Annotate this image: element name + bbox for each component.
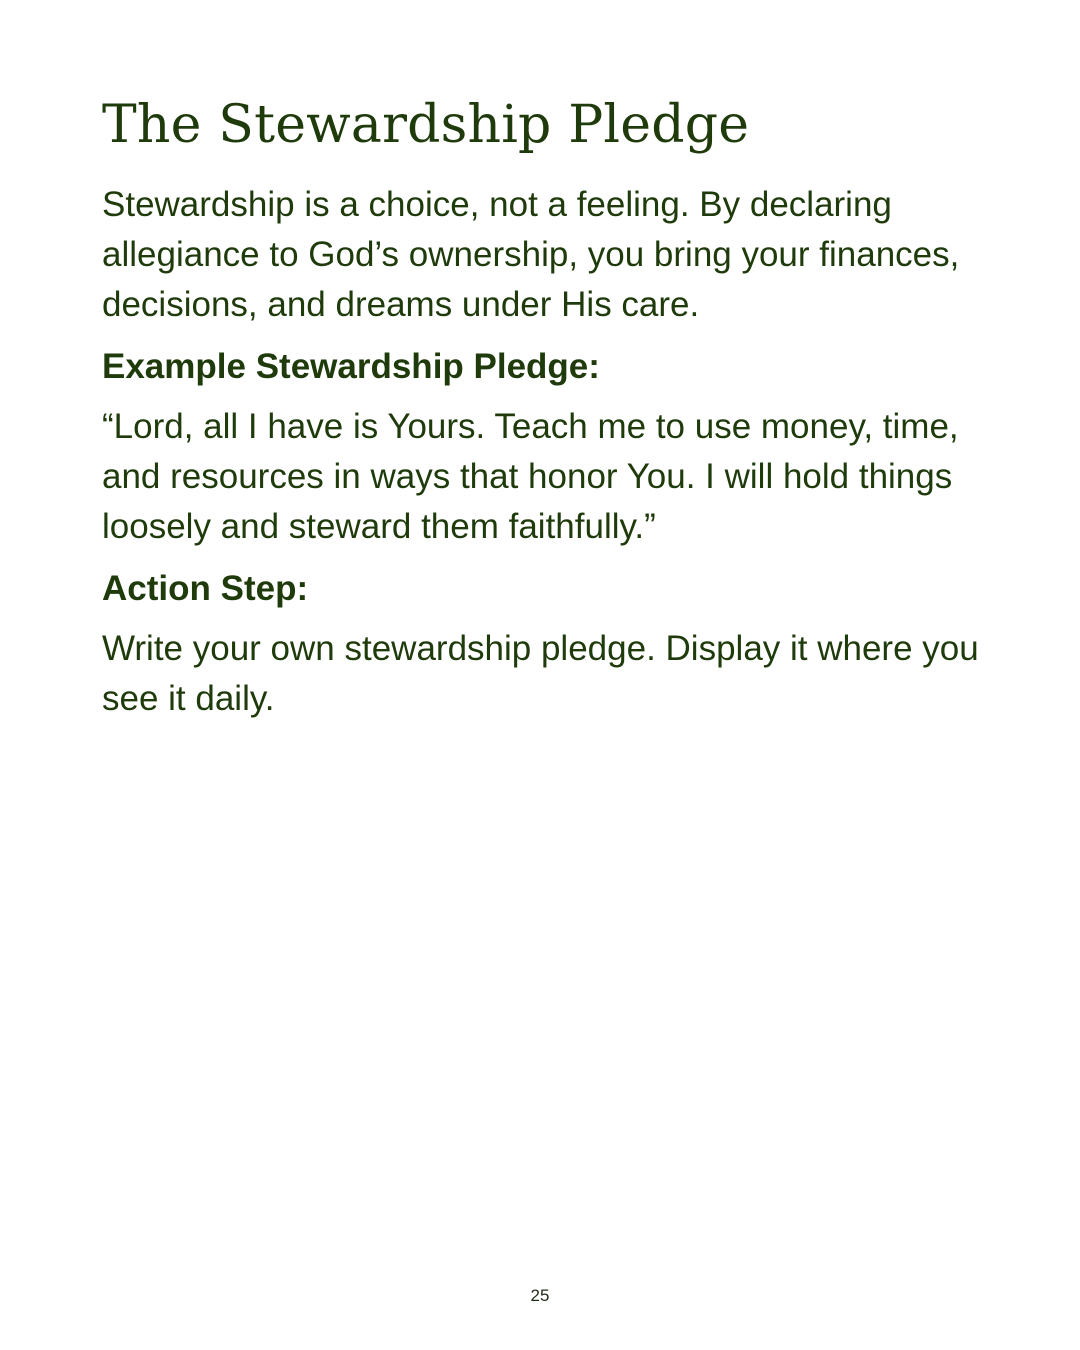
intro-paragraph: Stewardship is a choice, not a feeling. By declaring allegiance to God’s ownership, you bring your finances, decisions, and dreams under His care.	[102, 184, 960, 324]
action-step-heading: Action Step:	[102, 568, 309, 608]
page-number: 25	[530, 1286, 550, 1305]
page-title: The Stewardship Pledge	[102, 95, 750, 155]
example-pledge-heading: Example Stewardship Pledge:	[102, 346, 600, 386]
action-step-text: Write your own stewardship pledge. Display it where you see it daily.	[102, 628, 979, 718]
example-pledge-text: “Lord, all I have is Yours. Teach me to use money, time, and resources in ways that honor You. I will hold things loosely and steward them faithfully.”	[102, 406, 959, 546]
